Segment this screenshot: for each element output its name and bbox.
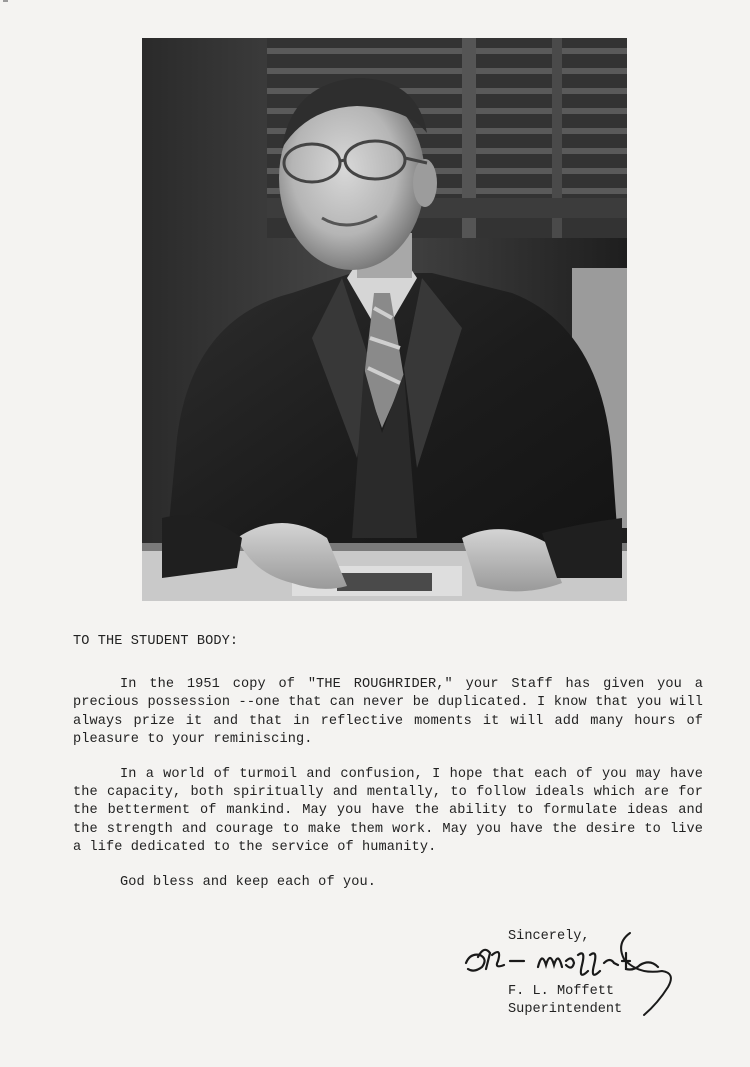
letter-body	[73, 633, 703, 892]
letter-paragraph: In the 1951 copy of "THE ROUGHRIDER," your Staff has given you a precious possession --one that can never be duplicated. I know that you will always prize it and that in reflective moments it will add many hours of pleasure to your reminiscing.	[73, 677, 703, 747]
letter-paragraph: In a world of turmoil and confusion, I hope that each of you may have the capacity, both spiritually and mentally, to follow ideals which are for the betterment of mankind. May you have the ability to formulate ideas and the strength and courage to make them work. May you have the desire to live a life dedicated to the service of humanity.	[73, 767, 703, 855]
scan-mark	[3, 0, 8, 2]
signer-title: Superintendent	[508, 1002, 623, 1017]
signer-name: F. L. Moffett	[508, 984, 615, 999]
portrait-photo	[142, 38, 627, 601]
letter-salutation: TO THE STUDENT BODY:	[73, 634, 239, 649]
signature-block	[458, 925, 708, 1025]
letter-closing-line: God bless and keep each of you.	[120, 875, 376, 891]
valediction: Sincerely,	[508, 929, 590, 944]
